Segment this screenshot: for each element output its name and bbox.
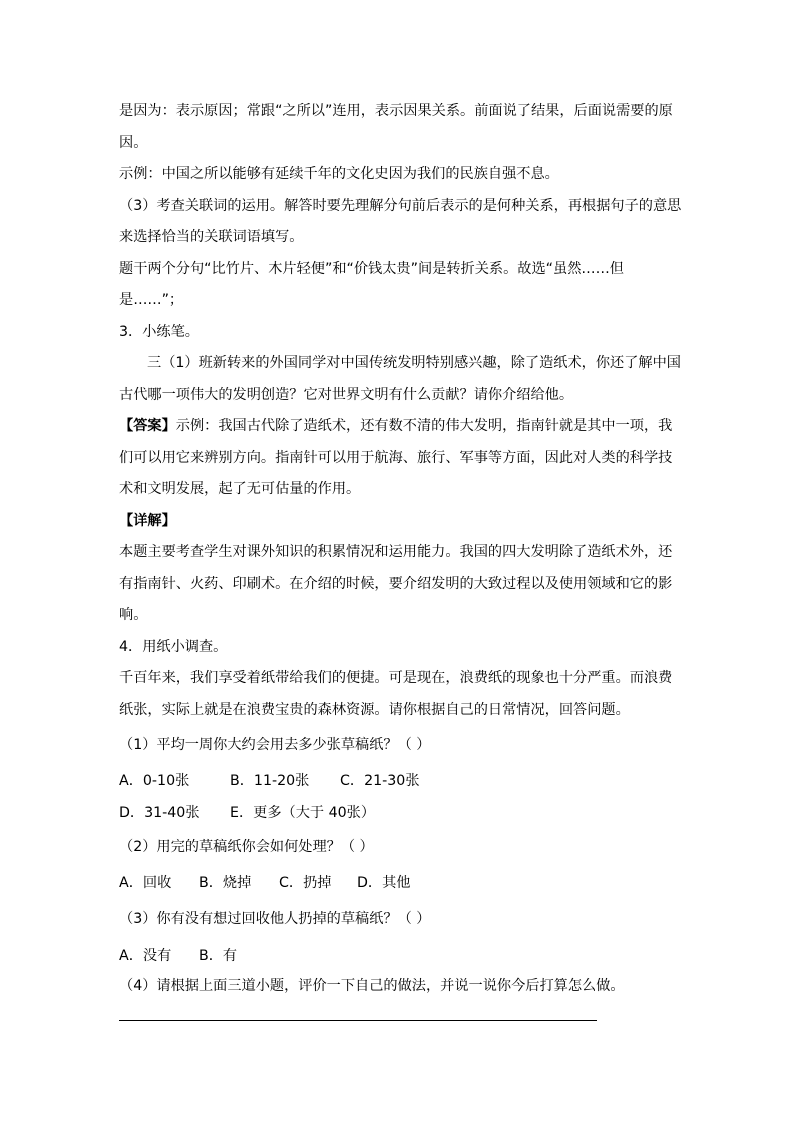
option: D．31-40张 bbox=[119, 805, 200, 821]
question-4: （4）请根据上面三道小题，评价一下自己的做法，并说一说你今后打算怎么做。 bbox=[119, 978, 625, 994]
question-1-options bbox=[119, 804, 375, 822]
answer-underline bbox=[119, 1020, 597, 1021]
option: D．其他 bbox=[357, 875, 411, 891]
text-line: 千百年来，我们享受着纸带给我们的便捷。可是现在，浪费纸的现象也十分严重。而浪费 bbox=[119, 670, 673, 686]
answer-line bbox=[119, 417, 672, 435]
answer-text: 示例：我国古代除了造纸术，还有数不清的伟大发明，指南针就是其中一项，我 bbox=[175, 418, 673, 434]
question-1: （1）平均一周你大约会用去多少张草稿纸？（ ） bbox=[119, 737, 431, 753]
answer-label: 【答案】 bbox=[119, 418, 176, 434]
question-2: （2）用完的草稿纸你会如何处理？（ ） bbox=[119, 839, 374, 855]
text-line: 是因为：表示原因；常跟“之所以”连用，表示因果关系。前面说了结果，后面说需要的原 bbox=[119, 103, 673, 119]
text-line: 因。 bbox=[119, 135, 148, 151]
text-line: （3）考查关联词的运用。解答时要先理解分句前后表示的是何种关系，再根据句子的意思 bbox=[119, 198, 682, 214]
text-line: 纸张，实际上就是在浪费宝贵的森林资源。请你根据自己的日常情况，回答问题。 bbox=[119, 702, 630, 718]
option: B．烧掉 bbox=[199, 875, 252, 891]
text-line: 古代哪一项伟大的发明创造？它对世界文明有什么贡献？请你介绍给他。 bbox=[119, 387, 574, 403]
option: B．有 bbox=[199, 948, 238, 964]
option: A．回收 bbox=[119, 875, 172, 891]
question-2-options bbox=[119, 874, 411, 892]
text-line: 示例：中国之所以能够有延续千年的文化史因为我们的民族自强不息。 bbox=[119, 166, 559, 182]
text-line: 来选择恰当的关联词语填写。 bbox=[119, 229, 304, 245]
text-line: 三（1）班新转来的外国同学对中国传统发明特别感兴趣，除了造纸术，你还了解中国 bbox=[147, 355, 681, 371]
question-heading: 3．小练笔。 bbox=[119, 324, 199, 340]
question-3-options bbox=[119, 947, 237, 965]
option: C．扔掉 bbox=[279, 875, 332, 891]
question-1-options bbox=[119, 772, 420, 790]
text-line: 是……”； bbox=[119, 292, 184, 308]
question-heading: 4．用纸小调查。 bbox=[119, 639, 228, 655]
text-line: 本题主要考查学生对课外知识的积累情况和运用能力。我国的四大发明除了造纸术外，还 bbox=[119, 544, 673, 560]
option: A．没有 bbox=[119, 948, 172, 964]
text-line: 响。 bbox=[119, 607, 148, 623]
explanation-label: 【详解】 bbox=[119, 513, 176, 529]
option: B．11-20张 bbox=[230, 773, 310, 789]
text-line: 们可以用它来辨别方向。指南针可以用于航海、旅行、军事等方面，因此对人类的科学技 bbox=[119, 450, 673, 466]
option: E．更多（大于 40张） bbox=[230, 805, 376, 821]
text-line: 术和文明发展，起了无可估量的作用。 bbox=[119, 481, 361, 497]
question-3: （3）你有没有想过回收他人扔掉的草稿纸？（ ） bbox=[119, 911, 431, 927]
option: C．21-30张 bbox=[340, 773, 420, 789]
text-line: 有指南针、火药、印刷术。在介绍的时候，要介绍发明的大致过程以及使用领域和它的影 bbox=[119, 576, 673, 592]
text-line: 题干两个分句“比竹片、木片轻便”和“价钱太贵”间是转折关系。故选“虽然……但 bbox=[119, 261, 624, 277]
option: A．0-10张 bbox=[119, 773, 190, 789]
